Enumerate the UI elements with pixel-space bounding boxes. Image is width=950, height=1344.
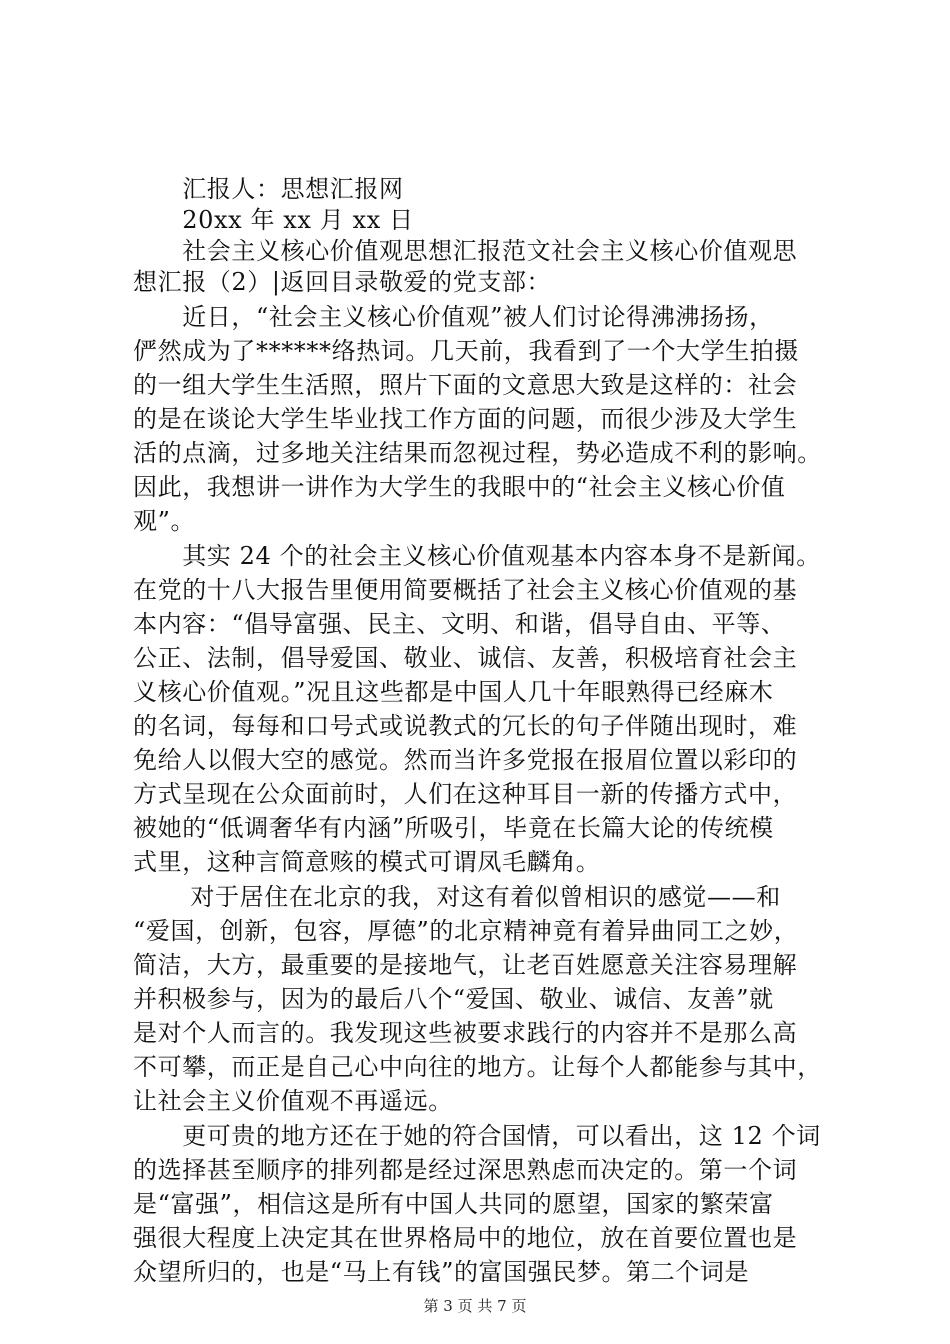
text-line: 义核心价值观。”况且这些都是中国人几十年眼熟得已经麻木 [133,678,774,706]
text-line: 并积极参与，因为的最后八个“爱国、敬业、诚信、友善”就 [133,985,774,1013]
text-line: 汇报人：思想汇报网 [133,175,404,203]
text-line: 不可攀，而正是自己心中向往的地方。让每个人都能参与其中， [133,1053,822,1081]
text-line: 俨然成为了******络热词。几天前，我看到了一个大学生拍摄 [133,337,799,365]
text-line: 是对个人而言的。我发现这些被要求践行的内容并不是那么高 [133,1019,798,1047]
text-line: 的选择甚至顺序的排列都是经过深思熟虑而决定的。第一个词 [133,1156,798,1184]
text-line: 免给人以假大空的感觉。然而当许多党报在报眉位置以彩印的 [133,746,798,774]
page-footer: 第 3 页 共 7 页 [423,1297,527,1315]
text-line: 是“富强”，相信这是所有中国人共同的愿望，国家的繁荣富 [133,1190,774,1218]
text-line: 式里，这种言简意赅的模式可谓凤毛麟角。 [133,848,601,876]
text-line: 的是在谈论大学生毕业找工作方面的问题，而很少涉及大学生 [133,405,798,433]
text-line: 社会主义核心价值观思想汇报范文社会主义核心价值观思 [133,237,798,265]
text-line: 更可贵的地方还在于她的符合国情，可以看出，这 12 个词 [133,1122,821,1150]
text-line: 因此，我想讲一讲作为大学生的我眼中的“社会主义核心价值 [133,473,786,501]
text-line: 观”。 [133,507,196,535]
text-line: “爱国，创新，包容，厚德”的北京精神竟有着异曲同工之妙， [133,917,799,945]
text-line: 被她的“低调奢华有内涵”所吸引，毕竟在长篇大论的传统模 [133,814,774,842]
text-line: 让社会主义价值观不再遥远。 [133,1087,453,1115]
text-line: 的名词，每每和口号式或说教式的冗长的句子伴随出现时，难 [133,712,798,740]
text-line: 简洁，大方，最重要的是接地气，让老百姓愿意关注容易理解 [133,951,798,979]
text-line: 众望所归的，也是“马上有钱”的富国强民梦。第二个词是 [133,1258,750,1286]
text-line: 本内容：“倡导富强、民主、文明、和谐，倡导自由、平等、 [133,610,786,638]
text-line: 想汇报（2）|返回目录敬爱的党支部： [133,268,552,296]
text-line: 活的点滴，过多地关注结果而忽视过程，势必造成不利的影响。 [133,439,822,467]
text-line: 20xx 年 xx 月 xx 日 [133,206,414,234]
text-line: 方式呈现在公众面前时，人们在这种耳目一新的传播方式中， [133,780,798,808]
text-line: 公正、法制，倡导爱国、敬业、诚信、友善，积极培育社会主 [133,644,798,672]
text-line: 其实 24 个的社会主义核心价值观基本内容本身不是新闻。 [133,542,821,570]
text-line: 对于居住在北京的我，对这有着似曾相识的感觉——和 [133,883,781,911]
text-line: 在党的十八大报告里便用简要概括了社会主义核心价值观的基 [133,576,798,604]
text-line: 的一组大学生生活照，照片下面的文意思大致是这样的：社会 [133,371,798,399]
text-line: 近日，“社会主义核心价值观”被人们讨论得沸沸扬扬， [133,303,774,331]
text-line: 强很大程度上决定其在世界格局中的地位，放在首要位置也是 [133,1224,798,1252]
